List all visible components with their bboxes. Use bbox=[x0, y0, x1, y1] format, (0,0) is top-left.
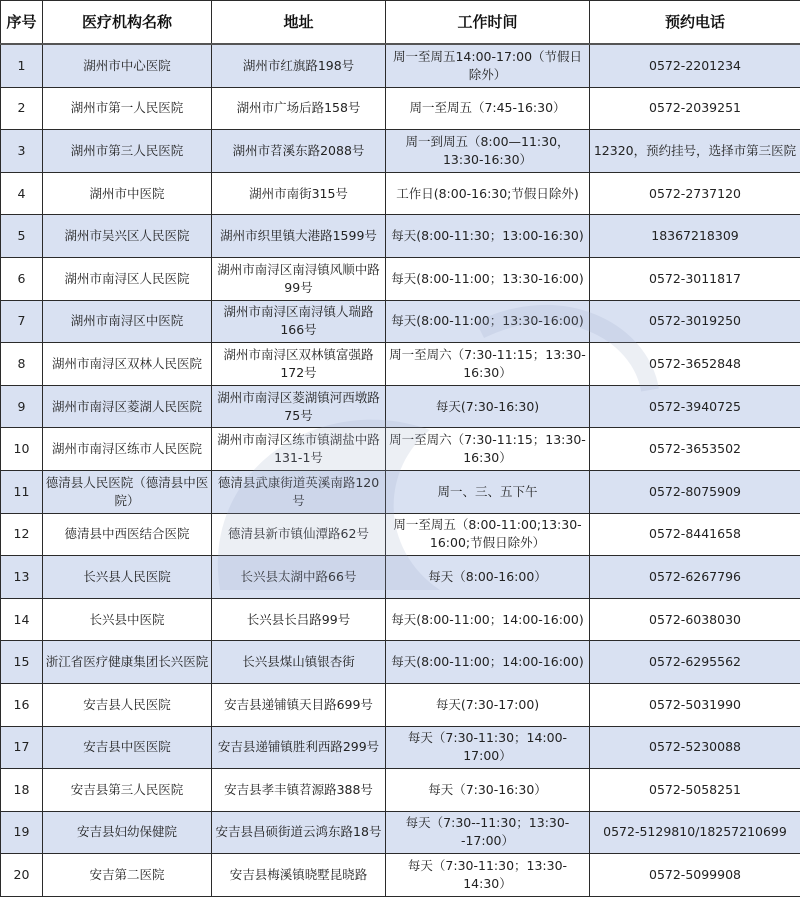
cell-hours: 每天（7:30-11:30；14:00-17:00） bbox=[386, 726, 590, 769]
cell-phone: 0572-5230088 bbox=[590, 726, 800, 769]
cell-address: 长兴县煤山镇银杏街 bbox=[212, 641, 386, 684]
cell-address: 长兴县长吕路99号 bbox=[212, 598, 386, 641]
cell-no: 11 bbox=[1, 470, 43, 513]
header-address: 地址 bbox=[212, 1, 386, 45]
cell-phone: 0572-3019250 bbox=[590, 300, 800, 343]
cell-address: 安吉县孝丰镇苕源路388号 bbox=[212, 769, 386, 812]
cell-hours: 周一、三、五下午 bbox=[386, 470, 590, 513]
cell-phone: 0572-5129810/18257210699 bbox=[590, 811, 800, 854]
cell-name: 长兴县中医院 bbox=[43, 598, 212, 641]
cell-no: 13 bbox=[1, 556, 43, 599]
header-phone: 预约电话 bbox=[590, 1, 800, 45]
cell-phone: 0572-3940725 bbox=[590, 385, 800, 428]
cell-phone: 0572-6267796 bbox=[590, 556, 800, 599]
cell-no: 8 bbox=[1, 343, 43, 386]
cell-name: 长兴县人民医院 bbox=[43, 556, 212, 599]
cell-address: 安吉县递铺镇胜利西路299号 bbox=[212, 726, 386, 769]
table-row bbox=[1, 343, 800, 386]
cell-name: 湖州市第一人民医院 bbox=[43, 87, 212, 130]
cell-name: 湖州市南浔区练市人民医院 bbox=[43, 428, 212, 471]
cell-no: 6 bbox=[1, 257, 43, 300]
cell-name: 湖州市中医院 bbox=[43, 172, 212, 215]
cell-name: 安吉第二医院 bbox=[43, 854, 212, 897]
cell-hours: 每天(7:30-17:00) bbox=[386, 683, 590, 726]
cell-phone: 18367218309 bbox=[590, 215, 800, 258]
cell-phone: 0572-5058251 bbox=[590, 769, 800, 812]
cell-no: 3 bbox=[1, 130, 43, 173]
header-no: 序号 bbox=[1, 1, 43, 45]
cell-address: 安吉县昌硕街道云鸿东路18号 bbox=[212, 811, 386, 854]
header-name: 医疗机构名称 bbox=[43, 1, 212, 45]
table-row bbox=[1, 641, 800, 684]
cell-hours: 每天(8:00-11:30；13:00-16:30) bbox=[386, 215, 590, 258]
table-row bbox=[1, 470, 800, 513]
cell-no: 14 bbox=[1, 598, 43, 641]
cell-phone: 0572-3011817 bbox=[590, 257, 800, 300]
cell-hours: 每天（7:30--11:30；13:30--17:00） bbox=[386, 811, 590, 854]
cell-phone: 0572-2039251 bbox=[590, 87, 800, 130]
table-row bbox=[1, 556, 800, 599]
cell-name: 湖州市南浔区中医院 bbox=[43, 300, 212, 343]
header-hours: 工作时间 bbox=[386, 1, 590, 45]
cell-address: 湖州市南浔区南浔镇人瑞路166号 bbox=[212, 300, 386, 343]
cell-address: 湖州市南浔区双林镇富强路172号 bbox=[212, 343, 386, 386]
cell-name: 湖州市第三人民医院 bbox=[43, 130, 212, 173]
cell-name: 浙江省医疗健康集团长兴医院 bbox=[43, 641, 212, 684]
cell-hours: 每天(8:00-11:00；13:30-16:00) bbox=[386, 300, 590, 343]
cell-no: 18 bbox=[1, 769, 43, 812]
cell-name: 湖州市吴兴区人民医院 bbox=[43, 215, 212, 258]
cell-name: 安吉县中医医院 bbox=[43, 726, 212, 769]
table-row bbox=[1, 683, 800, 726]
cell-no: 4 bbox=[1, 172, 43, 215]
table-row bbox=[1, 513, 800, 556]
cell-hours: 每天（8:00-16:00） bbox=[386, 556, 590, 599]
cell-hours: 每天(7:30-16:30) bbox=[386, 385, 590, 428]
cell-hours: 工作日(8:00-16:30;节假日除外) bbox=[386, 172, 590, 215]
cell-name: 德清县人民医院（德清县中医院） bbox=[43, 470, 212, 513]
cell-name: 安吉县妇幼保健院 bbox=[43, 811, 212, 854]
cell-phone: 0572-8075909 bbox=[590, 470, 800, 513]
cell-hours: 周一至周五（8:00-11:00;13:30-16:00;节假日除外） bbox=[386, 513, 590, 556]
cell-phone: 0572-2737120 bbox=[590, 172, 800, 215]
cell-name: 湖州市南浔区人民医院 bbox=[43, 257, 212, 300]
cell-name: 湖州市中心医院 bbox=[43, 44, 212, 87]
table-row bbox=[1, 215, 800, 258]
cell-phone: 0572-5031990 bbox=[590, 683, 800, 726]
table-row bbox=[1, 257, 800, 300]
cell-hours: 每天（7:30-11:30；13:30-14:30） bbox=[386, 854, 590, 897]
table-row bbox=[1, 428, 800, 471]
cell-phone: 0572-2201234 bbox=[590, 44, 800, 87]
table-row bbox=[1, 726, 800, 769]
cell-name: 安吉县人民医院 bbox=[43, 683, 212, 726]
table-row bbox=[1, 130, 800, 173]
cell-no: 16 bbox=[1, 683, 43, 726]
cell-hours: 每天(8:00-11:00；14:00-16:00) bbox=[386, 641, 590, 684]
cell-phone: 0572-8441658 bbox=[590, 513, 800, 556]
cell-hours: 周一至周六（7:30-11:15；13:30-16:30） bbox=[386, 428, 590, 471]
cell-no: 17 bbox=[1, 726, 43, 769]
cell-no: 12 bbox=[1, 513, 43, 556]
cell-hours: 每天(8:00-11:00；13:30-16:00) bbox=[386, 257, 590, 300]
table-row bbox=[1, 172, 800, 215]
table-row bbox=[1, 300, 800, 343]
cell-address: 湖州市红旗路198号 bbox=[212, 44, 386, 87]
table-row bbox=[1, 811, 800, 854]
cell-address: 安吉县递铺镇天目路699号 bbox=[212, 683, 386, 726]
table-row bbox=[1, 385, 800, 428]
cell-phone: 0572-6038030 bbox=[590, 598, 800, 641]
cell-no: 20 bbox=[1, 854, 43, 897]
cell-no: 9 bbox=[1, 385, 43, 428]
cell-no: 10 bbox=[1, 428, 43, 471]
cell-no: 7 bbox=[1, 300, 43, 343]
cell-hours: 每天(8:00-11:00；14:00-16:00) bbox=[386, 598, 590, 641]
cell-name: 湖州市南浔区双林人民医院 bbox=[43, 343, 212, 386]
cell-address: 湖州市织里镇大港路1599号 bbox=[212, 215, 386, 258]
cell-address: 湖州市南浔区南浔镇风顺中路99号 bbox=[212, 257, 386, 300]
cell-address: 安吉县梅溪镇晓墅昆晓路 bbox=[212, 854, 386, 897]
cell-phone: 0572-5099908 bbox=[590, 854, 800, 897]
table-row bbox=[1, 769, 800, 812]
cell-address: 德清县武康街道英溪南路120号 bbox=[212, 470, 386, 513]
cell-address: 湖州市苕溪东路2088号 bbox=[212, 130, 386, 173]
cell-phone: 0572-6295562 bbox=[590, 641, 800, 684]
cell-address: 湖州市南浔区菱湖镇河西墩路75号 bbox=[212, 385, 386, 428]
cell-hours: 周一至周五（7:45-16:30） bbox=[386, 87, 590, 130]
cell-phone: 12320，预约挂号，选择市第三医院 bbox=[590, 130, 800, 173]
cell-hours: 每天（7:30-16:30） bbox=[386, 769, 590, 812]
cell-no: 1 bbox=[1, 44, 43, 87]
cell-address: 湖州市南街315号 bbox=[212, 172, 386, 215]
cell-address: 德清县新市镇仙潭路62号 bbox=[212, 513, 386, 556]
header-row bbox=[1, 1, 800, 45]
cell-name: 湖州市南浔区菱湖人民医院 bbox=[43, 385, 212, 428]
cell-no: 5 bbox=[1, 215, 43, 258]
cell-hours: 周一到周五（8:00—11:30，13:30-16:30） bbox=[386, 130, 590, 173]
table-row bbox=[1, 854, 800, 897]
cell-no: 19 bbox=[1, 811, 43, 854]
cell-address: 湖州市南浔区练市镇湖盐中路131-1号 bbox=[212, 428, 386, 471]
cell-no: 2 bbox=[1, 87, 43, 130]
cell-hours: 周一至周六（7:30-11:15；13:30-16:30） bbox=[386, 343, 590, 386]
cell-phone: 0572-3652848 bbox=[590, 343, 800, 386]
cell-phone: 0572-3653502 bbox=[590, 428, 800, 471]
cell-hours: 周一至周五14:00-17:00（节假日除外） bbox=[386, 44, 590, 87]
table-row bbox=[1, 44, 800, 87]
table-row bbox=[1, 87, 800, 130]
cell-address: 长兴县太湖中路66号 bbox=[212, 556, 386, 599]
cell-address: 湖州市广场后路158号 bbox=[212, 87, 386, 130]
cell-name: 安吉县第三人民医院 bbox=[43, 769, 212, 812]
cell-name: 德清县中西医结合医院 bbox=[43, 513, 212, 556]
table-row bbox=[1, 598, 800, 641]
cell-no: 15 bbox=[1, 641, 43, 684]
